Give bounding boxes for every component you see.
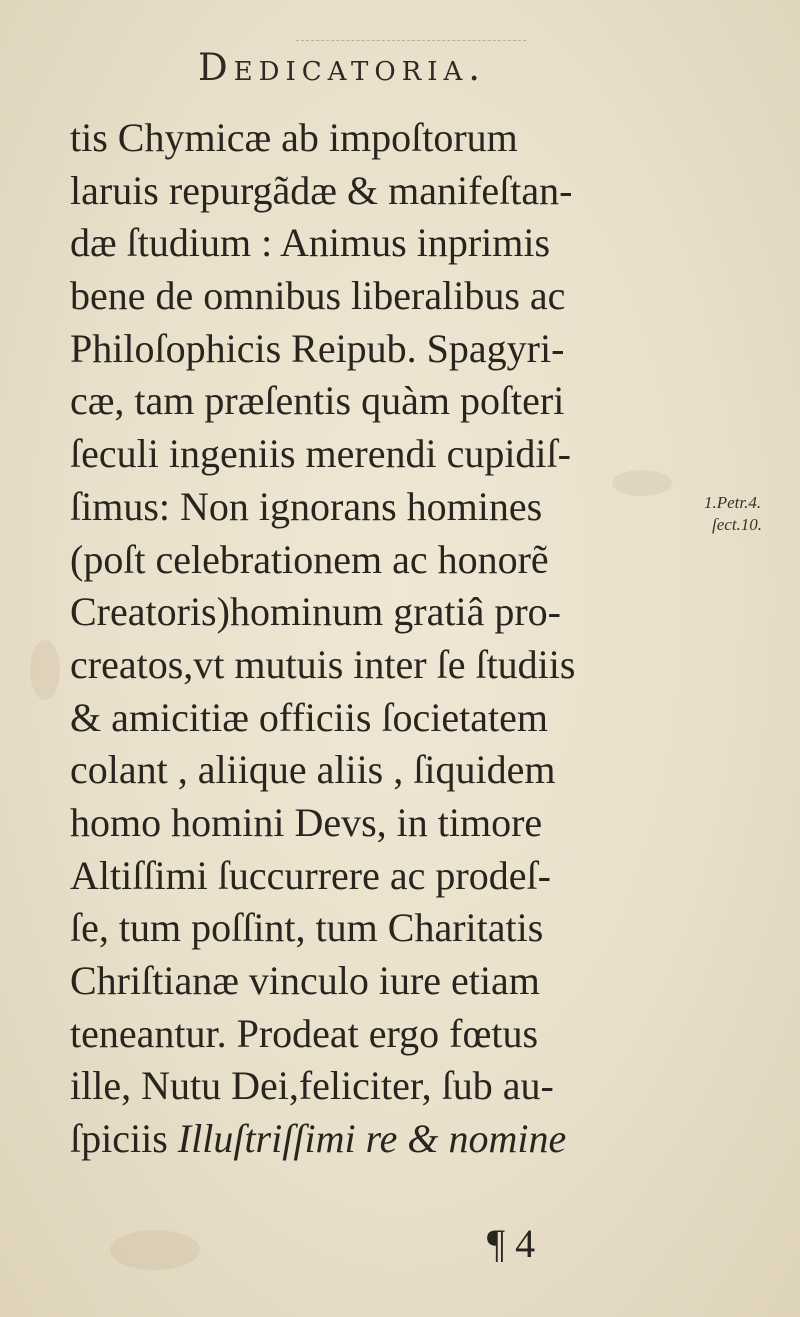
last-line-italic: Illuſtriſſimi re & nomine [177, 1116, 567, 1162]
text-line: & amicitiæ officiis ſocietatem [70, 694, 549, 740]
text-line: colant , aliique aliis , ſiquidem [70, 747, 556, 793]
margin-note-reference: 1.Petr.4. [704, 493, 762, 512]
text-line: Creatoris)hominum gratiâ pro- [70, 589, 561, 635]
last-line-roman: ſpiciis [70, 1116, 178, 1162]
text-line: Chriſtianæ vinculo iure etiam [70, 958, 540, 1003]
text-line: (poſt celebrationem ac honorẽ [70, 536, 549, 582]
text-line: creatos,vt mutuis inter ſe ſtudiis [70, 641, 576, 687]
text-line: ſe, tum poſſint, tum Charitatis [70, 905, 544, 951]
text-line: cæ, tam præſentis quàm poſteri [70, 378, 565, 424]
running-head: Dedicatoria. [198, 46, 487, 89]
text-line: ille, Nutu Dei,feliciter, ſub au- [70, 1063, 554, 1109]
text-line: teneantur. Prodeat ergo fœtus [70, 1010, 539, 1056]
text-line: homo homini Devs, in timore [70, 799, 543, 845]
text-line: Altiſſimi ſuccurrere ac prodeſ- [70, 852, 551, 898]
margin-note [704, 492, 780, 536]
paper-stain [30, 640, 60, 700]
signature-mark: ¶ 4 [487, 1221, 536, 1266]
text-line: Philoſophicis Reipub. Spagyri- [70, 325, 565, 371]
margin-note-section: ſect.10. [712, 515, 763, 534]
text-line: bene de omnibus liberalibus ac [70, 273, 566, 319]
header-rule [296, 40, 526, 41]
text-line: ſeculi ingeniis merendi cupidiſ- [70, 431, 571, 477]
paper-stain [612, 470, 672, 496]
paper-stain [110, 1230, 200, 1270]
text-line-last [70, 1113, 685, 1166]
body-text [70, 112, 685, 1166]
text-line: dæ ſtudium : Animus inprimis [70, 220, 551, 266]
text-line: tis Chymicæ ab impoſtorum [70, 115, 518, 160]
text-line: laruis repurgãdæ & manifeſtan- [70, 167, 573, 213]
text-line: ſimus: Non ignorans homines [70, 483, 543, 529]
